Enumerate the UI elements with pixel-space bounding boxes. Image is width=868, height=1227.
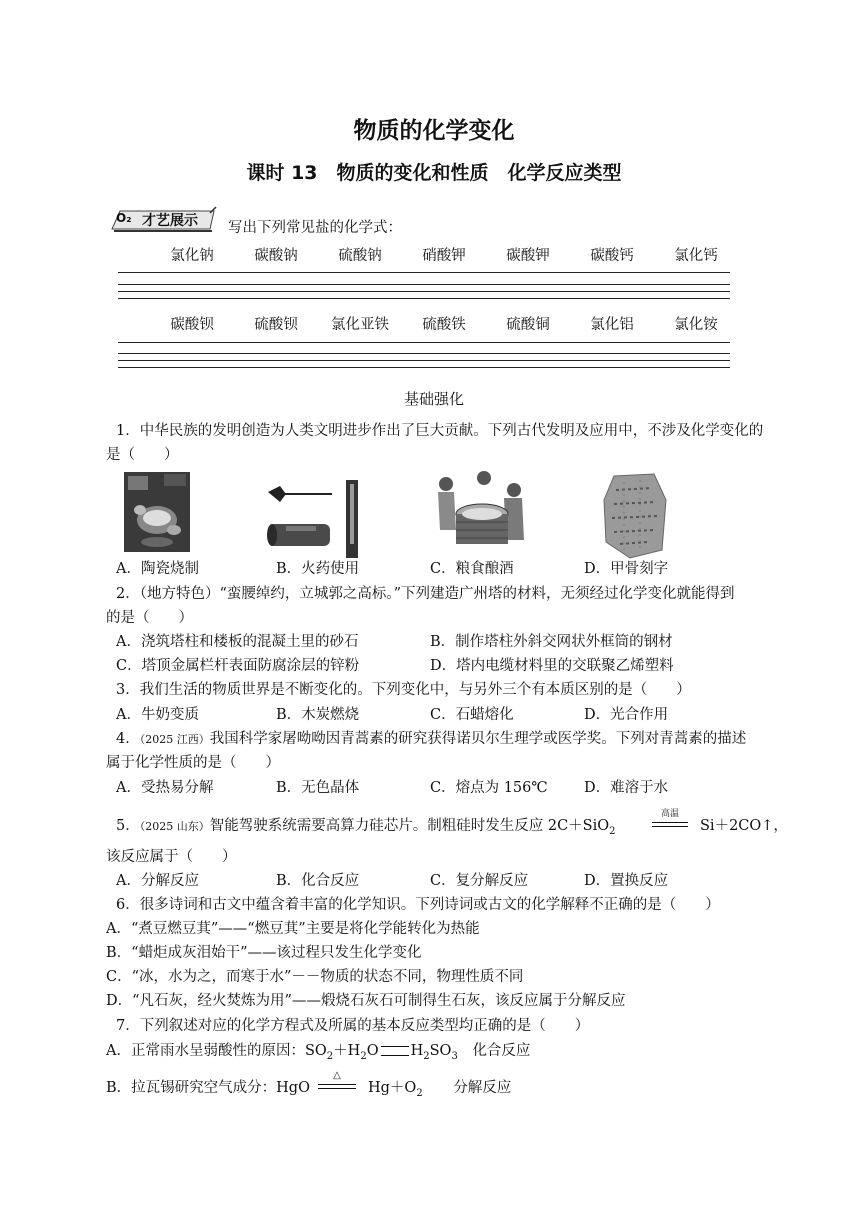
salt-name: 氯化钙 bbox=[674, 248, 718, 264]
answer-line bbox=[118, 367, 730, 368]
wine-brewing-image bbox=[434, 470, 526, 556]
badge-label: 才艺展示 bbox=[142, 213, 198, 229]
q5-stem-text: 智能驾驶系统需要高算力硅芯片。制粗硅时发生反应 2C＋SiO bbox=[209, 818, 610, 834]
answer-line bbox=[118, 284, 730, 285]
q5-option-d: D．置换反应 bbox=[584, 873, 669, 889]
q4-option-a: A．受热易分解 bbox=[116, 780, 214, 796]
q2-stem-cont: 的是（ ） bbox=[106, 610, 193, 626]
page-subtitle: 课时 13 物质的变化和性质 化学反应类型 bbox=[246, 162, 622, 184]
q7-a-text: A．正常雨水呈弱酸性的原因：SO bbox=[106, 1043, 327, 1059]
gunpowder-weapon-image bbox=[262, 480, 370, 560]
q7-b-condition: △ bbox=[333, 1070, 341, 1081]
q5-option-a: A．分解反应 bbox=[116, 873, 199, 889]
q5-condition: 高温 bbox=[660, 809, 679, 819]
section-heading: 基础强化 bbox=[403, 390, 464, 408]
q1-option-d: D．甲骨刻字 bbox=[584, 561, 669, 577]
q7-b-type: 分解反应 bbox=[453, 1080, 512, 1096]
q7-option-b bbox=[106, 1078, 310, 1098]
oracle-bone-image bbox=[600, 470, 670, 560]
salt-name: 硫酸钡 bbox=[254, 317, 298, 333]
q5-stem bbox=[116, 816, 616, 842]
q4-stem-text: 我国科学家屠呦呦因青蒿素的研究获得诺贝尔生理学或医学奖。下列对青蒿素的描述 bbox=[209, 731, 747, 747]
q2-option-c: C．塔顶金属栏杆表面防腐涂层的锌粉 bbox=[116, 658, 360, 674]
q5-source-tag: （2025 山东） bbox=[139, 820, 210, 833]
q5-option-c: C．复分解反应 bbox=[430, 873, 529, 889]
q4-option-d: D．难溶于水 bbox=[584, 780, 669, 796]
salt-row-2 bbox=[150, 313, 740, 334]
salt-row-1 bbox=[150, 244, 740, 265]
q3-option-d: D．光合作用 bbox=[584, 707, 669, 723]
q4-source-tag: （2025 江西） bbox=[139, 733, 210, 746]
q7-b-right: $Hg+O_2$ 分解反应 bbox=[368, 1080, 512, 1099]
answer-line bbox=[118, 291, 730, 292]
q5-stem-cont: 该反应属于（ ） bbox=[106, 849, 237, 865]
intro-text: 写出下列常见盐的化学式： bbox=[228, 220, 402, 236]
q1-option-c: C．粮食酿酒 bbox=[430, 561, 514, 577]
q5-number: 5． bbox=[116, 818, 140, 834]
q4-stem bbox=[116, 729, 746, 750]
salt-name: 氯化铝 bbox=[590, 317, 634, 333]
q7-b-equals-top bbox=[318, 1084, 356, 1085]
q4-option-b: B．无色晶体 bbox=[276, 780, 360, 796]
q7-b-equals-bottom bbox=[318, 1088, 356, 1089]
salt-name: 碳酸钠 bbox=[254, 248, 298, 264]
q7-a-mid2: O bbox=[366, 1043, 379, 1059]
page-title: 物质的化学变化 bbox=[353, 118, 515, 144]
q6-stem: 6．很多诗词和古文中蕴含着丰富的化学知识。下列诗词或古文的化学解释不正确的是（ ） bbox=[116, 897, 720, 913]
q1-option-b: B．火药使用 bbox=[276, 561, 360, 577]
q2-option-b: B．制作塔柱外斜交网状外框筒的钢材 bbox=[430, 634, 673, 650]
answer-line bbox=[118, 342, 730, 343]
talent-show-badge bbox=[110, 205, 218, 235]
q3-option-a: A．牛奶变质 bbox=[116, 707, 199, 723]
q5-sub: 2 bbox=[609, 825, 616, 837]
q5-option-b: B．化合反应 bbox=[276, 873, 360, 889]
q2-stem: 2．（地方特色）“蛮腰绰约，立城郭之高标。”下列建造广州塔的材料，无须经过化学变化就能得到 bbox=[116, 586, 735, 602]
answer-line bbox=[118, 360, 730, 361]
q4-option-c: C．熔点为 156℃ bbox=[430, 780, 548, 796]
salt-name: 硝酸钾 bbox=[422, 248, 466, 264]
salt-name: 碳酸钙 bbox=[590, 248, 634, 264]
q2-option-d: D．塔内电缆材料里的交联聚乙烯塑料 bbox=[430, 658, 674, 674]
salt-name: 硫酸铁 bbox=[422, 317, 466, 333]
answer-line bbox=[118, 298, 730, 299]
salt-name: 氯化钠 bbox=[170, 248, 214, 264]
q6-option-c: C．“冰，水为之，而寒于水”－－物质的状态不同，物理性质不同 bbox=[106, 969, 524, 985]
salt-name: 碳酸钾 bbox=[506, 248, 550, 264]
salt-name: 碳酸钡 bbox=[170, 317, 214, 333]
q4-number: 4． bbox=[116, 731, 140, 747]
q7-a-right: H bbox=[410, 1043, 424, 1059]
q5-product: Si＋2CO↑， bbox=[700, 818, 788, 834]
q1-stem: 1．中华民族的发明创造为人类文明进步作出了巨大贡献。下列古代发明及应用中，不涉及化学变化的 bbox=[116, 423, 764, 439]
q5-equals-line-top bbox=[652, 822, 688, 823]
q7-b-products: Hg＋O bbox=[368, 1080, 417, 1096]
salt-name: 氯化铵 bbox=[674, 317, 718, 333]
q6-option-d: D．“凡石灰，经火焚炼为用”——煅烧石灰石可制得生石灰，该反应属于分解反应 bbox=[106, 993, 626, 1009]
q7-a-equals bbox=[381, 1046, 409, 1056]
q7-stem: 7．下列叙述对应的化学方程式及所属的基本反应类型均正确的是（ ） bbox=[116, 1018, 590, 1034]
q7-a-right2: SO bbox=[429, 1043, 452, 1059]
salt-name: 硫酸钠 bbox=[338, 248, 382, 264]
q3-option-b: B．木炭燃烧 bbox=[276, 707, 360, 723]
q3-option-c: C．石蜡熔化 bbox=[430, 707, 514, 723]
q7-b-text: B．拉瓦锡研究空气成分：HgO bbox=[106, 1080, 310, 1096]
salt-name: 氯化亚铁 bbox=[331, 317, 389, 333]
answer-line bbox=[118, 353, 730, 354]
q7-a-mid: ＋H bbox=[333, 1043, 361, 1059]
q5-equals-line-bottom bbox=[652, 826, 688, 827]
q1-stem-cont: 是（ ） bbox=[106, 447, 179, 463]
q3-stem: 3．我们生活的物质世界是不断变化的。下列变化中，与另外三个有本质区别的是（ ） bbox=[116, 682, 691, 698]
kiln-photo-image bbox=[124, 472, 190, 552]
answer-line bbox=[118, 272, 730, 273]
q2-option-a: A．浇筑塔柱和楼板的混凝土里的砂石 bbox=[116, 634, 359, 650]
q6-option-a: A．“煮豆燃豆萁”——“燃豆萁”主要是将化学能转化为热能 bbox=[106, 921, 480, 937]
salt-name: 硫酸铜 bbox=[506, 317, 550, 333]
q7-a-type: 化合反应 bbox=[472, 1043, 531, 1059]
q4-stem-cont: 属于化学性质的是（ ） bbox=[106, 755, 280, 771]
q7-option-a: A．正常雨水呈弱酸性的原因：$SO_2+H_2O$ $H_2SO_3$ 化合反应 bbox=[106, 1043, 531, 1062]
badge-mark: O₂ bbox=[116, 211, 132, 225]
q6-option-b: B．“蜡炬成灰泪始干”——该过程只发生化学变化 bbox=[106, 945, 422, 961]
q1-option-a: A．陶瓷烧制 bbox=[116, 561, 199, 577]
